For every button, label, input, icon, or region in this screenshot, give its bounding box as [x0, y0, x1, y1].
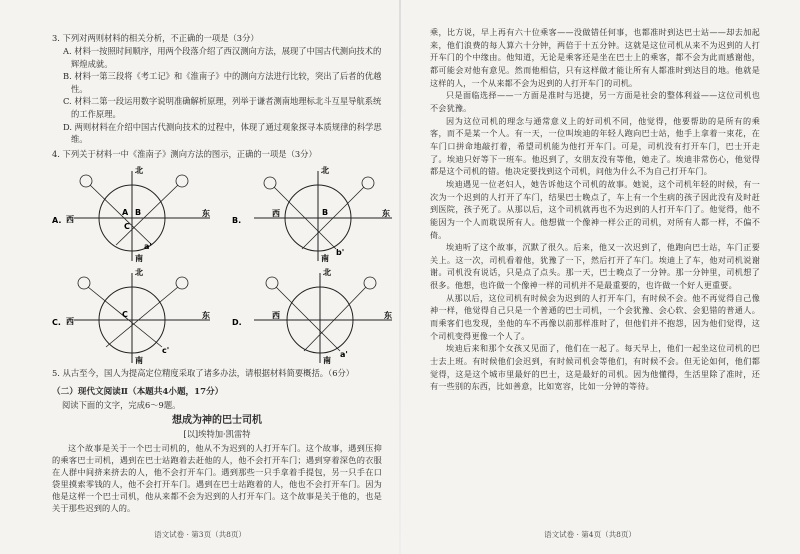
svg-text:B: B [322, 207, 329, 217]
diagram-a-north: 北 [135, 165, 143, 175]
svg-text:南: 南 [323, 355, 331, 365]
svg-text:c': c' [162, 345, 170, 355]
story-paragraph: 乘，比方说，早上再有六十位乘客——没做错任何事，也都准时到达巴士站——却去加起来，他们浪费的每人算六十分钟，两倍于十五分钟。这就是这位司机从来不为迟到的人打开车门的个中缘由。他知道，无论是乘客还是坐在巴士上的乘客，都不会为此而感谢他，都可能会对他有意见。然而他相信，只有这样做才能让所有人都准时到达目的地。他就是这样的人，一个从来都不会为迟到的人打开车门的司机。 [430, 27, 760, 88]
diagram-a-svg [52, 165, 217, 263]
diagram-a-point-a-prime: a' [144, 241, 152, 251]
diagram-a-east: 东 [202, 208, 210, 218]
direction-diagrams [52, 165, 392, 365]
svg-text:北: 北 [135, 267, 143, 277]
svg-text:东: 东 [382, 208, 390, 218]
section-heading: （二）现代文阅读Ⅱ（本题共4小题，17分） [52, 386, 224, 397]
diagram-d [232, 267, 397, 365]
diagram-c-option-label: C. [52, 317, 61, 327]
right-page [400, 0, 800, 554]
question-3-options [52, 45, 382, 146]
svg-text:西: 西 [66, 316, 74, 326]
question-3-stem: 3. 下列对两则材料的相关分析，不正确的一项是（3分） [52, 33, 259, 43]
question-3-option-a: A. 材料一按照时间顺序，用两个段落介绍了西汉测向方法，展现了中国古代测向技术的辉煌成就。 [63, 46, 382, 69]
diagram-d-option-label: D. [232, 317, 242, 327]
diagram-a-point-a: A [122, 207, 129, 217]
diagram-c-svg [52, 267, 217, 365]
svg-text:东: 东 [384, 310, 392, 320]
section-intro: 阅读下面的文字，完成6～9题。 [62, 399, 181, 410]
story-paragraph: 因为这位司机的理念与通常意义上的好司机不同，他觉得，他要帮助的是所有的乘客，而不是某一个人。有一天，一位叫埃迪的年轻人跑向巴士站，他手上拿着一束花，在车门口拼命地敲打着，希望司机能为他打开车门。可是，司机没有打开车门，巴士开走了。埃迪只好等下一班车。他迟到了，女朋友没有等他，她走了。埃迪非常伤心，他觉得都是这个司机的错。他决定要找到这个司机，问他为什么不为自己打开车门。 [430, 115, 760, 177]
svg-text:西: 西 [272, 310, 280, 320]
story-paragraph: 埃迪听了这个故事，沉默了很久。后来，他又一次迟到了，他跑向巴士站，车门正要关上。这一次，司机看着他，犹豫了一下，然后打开了车门。埃迪上了车，他对司机说谢谢。司机没有说话，只是点了点头。那一天，巴士晚点了一分钟。那一分钟里，司机想了很多。他想，也许做一个像神一样的司机并不是最重要的，也许做一个好人更重要。 [430, 242, 760, 291]
svg-text:西: 西 [272, 208, 280, 218]
story-paragraph: 只是面临选择——一方面是准时与迅捷，另一方面是社会的整体利益——这位司机也不会犹豫。 [430, 90, 760, 113]
story-paragraph: 从那以后，这位司机有时候会为迟到的人打开车门，有时候不会。他不再觉得自己像神一样，他觉得自己只是一个普通的巴士司机，一个会犹豫、会心软、会犯错的普通人。而乘客们也发现，坐他的车不再像以前那样准时了，但他们并不抱怨，因为他们觉得，这个司机变得更像一个人了。 [430, 292, 760, 341]
diagram-d-svg [232, 267, 397, 365]
diagram-a-point-c: C [124, 221, 130, 231]
question-3-option-d: D. 两则材料在介绍中国古代测向技术的过程中，体现了通过观象探寻本质规律的科学思维。 [63, 121, 382, 145]
page-footer: 语文试卷 · 第4页（共8页） [544, 530, 636, 539]
svg-text:东: 东 [202, 310, 210, 320]
question-4-stem: 4. 下列关于材料一中《淮南子》测向方法的图示，正确的一项是（3分） [52, 148, 317, 159]
story-author: [以]埃特加·凯雷特 [183, 428, 251, 439]
question-5-stem: 5. 从古至今，国人为提高定位精度采取了诸多办法，请根据材料简要概括。（6分） [52, 367, 355, 378]
svg-text:北: 北 [321, 165, 329, 175]
story-paragraph: 埃迪遇见一位老妇人，她告诉他这个司机的故事。她说，这个司机年轻的时候，有一次为一个迟到的人打开了车门，结果巴士晚点了，车上有一个生病的孩子因此没有及时赶到医院，孩子死了。从那以后，这个司机就再也不为迟到的人打开车门了。他觉得，他不能因为一个人而耽误所有人。他想做一个像神一样公正的司机，对所有人都一样，不偏不倚。 [430, 178, 760, 240]
diagram-b-svg [232, 165, 397, 263]
svg-text:南: 南 [135, 355, 143, 365]
svg-text:a': a' [340, 349, 348, 359]
story-paragraph: 这个故事是关于一个巴士司机的，他从不为迟到的人打开车门。这个故事，遇到压抑的乘客巴士司机，遇到在巴士站跑着去赶他的人，他不会打开车门；遇到穿着深色的衣服在人群中间挤来挤去的人，他不会打开车门。遇到那些一只手拿着手提包，另一只手在口袋里摸索零钱的人，他不会打开车门。遇到在巴士站跑着的人，他也不会打开车门。因为他是这样一个巴士司机，他从来都不会为迟到的人打开车门。这个故事是关于他的，也是关于那些迟到的人的。 [52, 442, 382, 514]
diagram-a-option-label: A. [52, 215, 62, 225]
story-title: 想成为神的巴士司机 [172, 414, 262, 426]
diagram-a-south: 南 [135, 253, 143, 263]
diagram-a-west: 西 [66, 214, 74, 224]
svg-text:b': b' [336, 247, 345, 257]
svg-text:南: 南 [321, 253, 329, 263]
svg-text:北: 北 [323, 267, 331, 277]
diagram-a [52, 165, 217, 263]
story-paragraph: 埃迪后来和那个女孩又见面了，他们在一起了。每天早上，他们一起坐这位司机的巴士去上班。有时候他们会迟到，有时候司机会等他们，有时候不会。但无论如何，他们都觉得，这是这个城市里最好的巴士，这是最好的司机。因为他懂得，生活里除了准时，还有一些别的东西，比如善意，比如宽容，比如一分钟的等待。 [430, 343, 760, 392]
svg-text:C: C [122, 309, 128, 319]
question-3-option-c: C. 材料二第一段运用数字说明准确解析原理，列举于谦者测南地理标北斗互星导航系统的工作原理。 [63, 96, 382, 119]
diagram-b-option-label: B. [232, 215, 242, 225]
page-footer: 语文试卷 · 第3页（共8页） [154, 530, 246, 539]
diagram-a-point-b: B [135, 207, 142, 217]
question-3-option-b: B. 材料一第三段将《考工记》和《淮南子》中的测向方法进行比较，突出了后者的优越性。 [63, 71, 382, 94]
diagram-b [232, 165, 397, 263]
diagram-c [52, 267, 217, 365]
